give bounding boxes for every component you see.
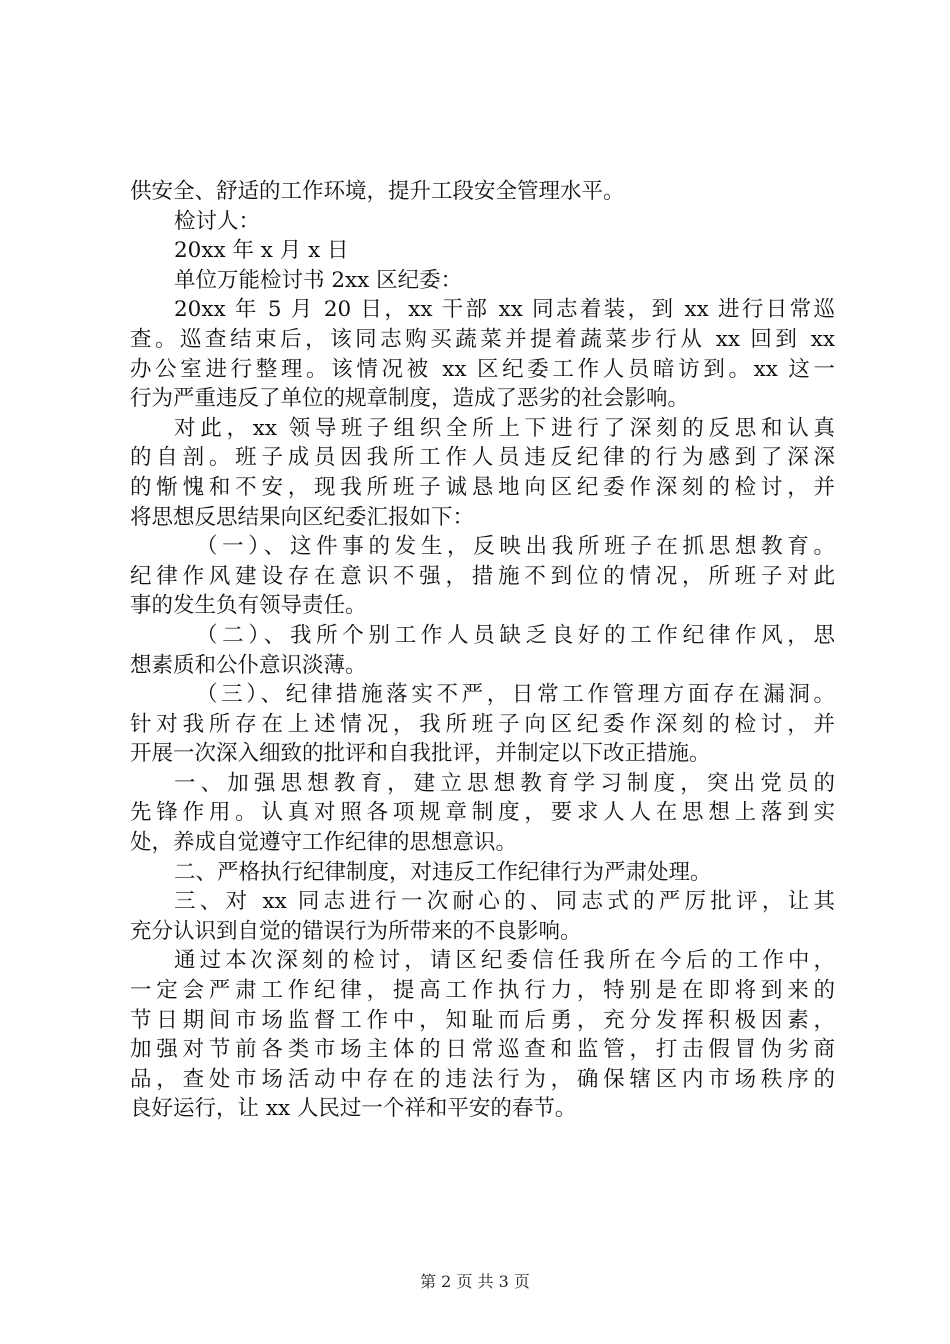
- text-line: （一）、这件事的发生，反映出我所班子在抓思想教育。: [196, 534, 835, 560]
- text-line: 单位万能检讨书 2xx 区纪委：: [174, 267, 463, 293]
- text-line: 二、严格执行纪律制度，对违反工作纪律行为严肃处理。: [174, 859, 712, 885]
- text-line: 行为严重违反了单位的规章制度，造成了恶劣的社会影响。: [130, 386, 690, 412]
- text-line: 处，养成自觉遵守工作纪律的思想意识。: [130, 830, 518, 856]
- text-line: 供安全、舒适的工作环境，提升工段安全管理水平。: [130, 179, 625, 204]
- text-line: 事的发生负有领导责任。: [130, 593, 367, 619]
- text-line: 的自剖。班子成员因我所工作人员违反纪律的行为感到了深深: [130, 445, 835, 471]
- text-line: （二）、我所个别工作人员缺乏良好的工作纪律作风，思: [196, 622, 835, 648]
- text-line: 充分认识到自觉的错误行为所带来的不良影响。: [130, 918, 582, 944]
- text-line: 节日期间市场监督工作中，知耻而后勇，充分发挥积极因素，: [130, 1007, 835, 1033]
- text-line: 针对我所存在上述情况，我所班子向区纪委作深刻的检讨，并: [130, 711, 835, 737]
- text-line: 20xx 年 x 月 x 日: [174, 238, 349, 264]
- text-line: 纪律作风建设存在意识不强，措施不到位的情况，所班子对此: [130, 563, 835, 589]
- document-body: [130, 177, 835, 1124]
- text-line: 检讨人：: [174, 208, 261, 234]
- text-line: 开展一次深入细致的批评和自我批评，并制定以下改正措施。: [130, 741, 711, 767]
- text-line: 一定会严肃工作纪律，提高工作执行力，特别是在即将到来的: [130, 978, 835, 1004]
- text-line: 的惭愧和不安，现我所班子诚恳地向区纪委作深刻的检讨，并: [130, 474, 835, 500]
- text-line: 先锋作用。认真对照各项规章制度，要求人人在思想上落到实: [130, 800, 835, 826]
- text-line: 通过本次深刻的检讨，请区纪委信任我所在今后的工作中，: [174, 948, 835, 974]
- text-line: 将思想反思结果向区纪委汇报如下：: [130, 504, 475, 530]
- text-line: 20xx 年 5 月 20 日，xx 干部 xx 同志着装，到 xx 进行日常巡: [174, 297, 835, 323]
- text-line: 查。巡查结束后，该同志购买蔬菜并提着蔬菜步行从 xx 回到 xx: [130, 326, 835, 352]
- text-line: （三）、纪律措施落实不严，日常工作管理方面存在漏洞。: [196, 682, 835, 708]
- text-line: 办公室进行整理。该情况被 xx 区纪委工作人员暗访到。xx 这一: [130, 356, 835, 382]
- text-line: 加强对节前各类市场主体的日常巡查和监管，打击假冒伪劣商: [130, 1037, 835, 1063]
- text-line: 对此，xx 领导班子组织全所上下进行了深刻的反思和认真: [174, 415, 835, 441]
- text-line: 品，查处市场活动中存在的违法行为，确保辖区内市场秩序的: [130, 1066, 835, 1092]
- text-line: 三、对 xx 同志进行一次耐心的、同志式的严厉批评，让其: [174, 889, 835, 915]
- text-line: 一、加强思想教育，建立思想教育学习制度，突出党员的: [174, 770, 835, 796]
- text-line: 想素质和公仆意识淡薄。: [130, 652, 367, 678]
- text-line: 良好运行，让 xx 人民过一个祥和平安的春节。: [130, 1096, 577, 1122]
- page-footer: 第 2 页 共 3 页: [420, 1272, 530, 1291]
